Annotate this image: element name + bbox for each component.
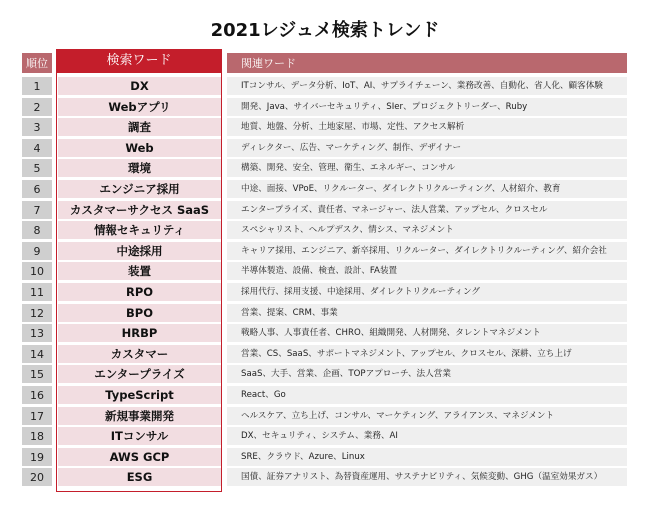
related-words-cell: ITコンサル、データ分析、IoT、AI、サプライチェーン、業務改善、自動化、省人化、顧客体験 [227,77,627,95]
rank-cell: 9 [22,242,52,260]
related-words-cell: 戦略人事、人事責任者、CHRO、組織開発、人材開発、タレントマネジメント [227,324,627,342]
related-words-cell: SaaS、大手、営業、企画、TOPアプローチ、法人営業 [227,365,627,383]
keyword-cell: Web [58,139,221,157]
related-words-cell: React、Go [227,386,627,404]
related-words-cell: ヘルスケア、立ち上げ、コンサル、マーケティング、アライアンス、マネジメント [227,407,627,425]
rank-cell: 17 [22,407,52,425]
rank-cell: 4 [22,139,52,157]
keyword-cell: ITコンサル [58,427,221,445]
keyword-cell: AWS GCP [58,448,221,466]
keyword-cell: カスタマー [58,345,221,363]
keyword-cell: BPO [58,304,221,322]
keyword-cell: 環境 [58,159,221,177]
keyword-cell: 中途採用 [58,242,221,260]
keyword-column-header: 検索ワード [57,49,221,73]
related-words-cell: 営業、提案、CRM、事業 [227,304,627,322]
rank-cell: 5 [22,159,52,177]
keyword-cell: HRBP [58,324,221,342]
keyword-cell: カスタマーサクセス SaaS [58,201,221,219]
keyword-cell: ESG [58,468,221,486]
keyword-cell: Webアプリ [58,98,221,116]
rank-column-header: 順位 [22,53,52,73]
keyword-cell: 情報セキュリティ [58,221,221,239]
rank-cell: 6 [22,180,52,198]
rank-cell: 7 [22,201,52,219]
related-words-cell: DX、セキュリティ、システム、業務、AI [227,427,627,445]
page-title: 2021レジュメ検索トレンド [210,20,440,41]
related-words-cell: ディレクター、広告、マーケティング、制作、デザイナー [227,139,627,157]
rank-cell: 1 [22,77,52,95]
rank-cell: 11 [22,283,52,301]
related-column-header: 関連ワード [227,53,627,73]
keyword-cell: エンジニア採用 [58,180,221,198]
rank-cell: 14 [22,345,52,363]
rank-cell: 18 [22,427,52,445]
related-words-cell: 営業、CS、SaaS、サポートマネジメント、アップセル、クロスセル、深耕、立ち上げ [227,345,627,363]
related-words-cell: 構築、開発、安全、管理、衛生、エネルギー、コンサル [227,159,627,177]
rank-cell: 13 [22,324,52,342]
related-words-cell: エンタープライズ、責任者、マネージャー、法人営業、アップセル、クロスセル [227,201,627,219]
rank-cell: 8 [22,221,52,239]
related-words-cell: 地質、地盤、分析、土地家屋、市場、定性、アクセス解析 [227,118,627,136]
related-words-cell: SRE、クラウド、Azure、Linux [227,448,627,466]
rank-cell: 3 [22,118,52,136]
keyword-cell: エンタープライズ [58,365,221,383]
rank-cell: 20 [22,468,52,486]
keyword-cell: 装置 [58,262,221,280]
rank-cell: 16 [22,386,52,404]
related-words-cell: スペシャリスト、ヘルプデスク、情シス、マネジメント [227,221,627,239]
keyword-cell: 調査 [58,118,221,136]
keyword-cell: 新規事業開発 [58,407,221,425]
related-words-cell: 採用代行、採用支援、中途採用、ダイレクトリクルーティング [227,283,627,301]
rank-cell: 15 [22,365,52,383]
related-words-cell: 国債、証券アナリスト、為替資産運用、サステナビリティ、気候変動、GHG（温室効果ガス） [227,468,627,486]
keyword-cell: TypeScript [58,386,221,404]
related-words-cell: キャリア採用、エンジニア、新卒採用、リクルーター、ダイレクトリクルーティング、紹介会社 [227,242,627,260]
rank-cell: 2 [22,98,52,116]
keyword-cell: DX [58,77,221,95]
related-words-cell: 開発、Java、サイバーセキュリティ、SIer、プロジェクトリーダー、Ruby [227,98,627,116]
rank-cell: 10 [22,262,52,280]
keyword-cell: RPO [58,283,221,301]
rank-cell: 12 [22,304,52,322]
related-words-cell: 半導体製造、設備、検査、設計、FA装置 [227,262,627,280]
rank-cell: 19 [22,448,52,466]
related-words-cell: 中途、面接、VPoE、リクルーター、ダイレクトリクルーティング、人材紹介、教育 [227,180,627,198]
